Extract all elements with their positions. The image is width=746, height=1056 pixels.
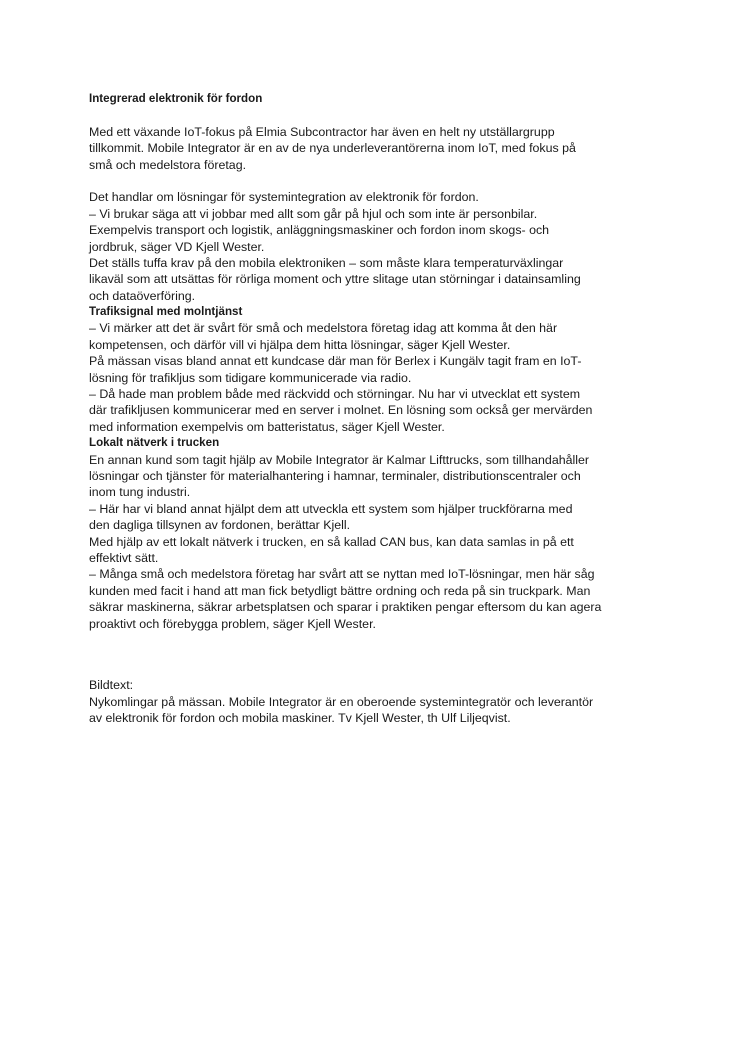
text-line: och dataöverföring. (89, 288, 196, 303)
text-line: små och medelstora företag. (89, 157, 247, 172)
text-line: proaktivt och förebygga problem, säger Kjell Wester. (89, 616, 376, 631)
text-line: effektivt sätt. (89, 550, 159, 565)
text-line: En annan kund som tagit hjälp av Mobile Integrator är Kalmar Lifttrucks, som tillhandahåller (89, 452, 590, 467)
text-line: likaväl som att utsättas för rörliga moment och yttre slitage utan störningar i datainsamling (89, 272, 581, 287)
section-1 (89, 189, 669, 304)
spacer (89, 173, 669, 189)
text-line: – Vi brukar säga att vi jobbar med allt som går på hjul och som inte är personbilar. (89, 206, 538, 221)
document-title: Integrerad elektronik för fordon (89, 92, 263, 105)
text-line: lösning för trafikljus som tidigare kommunicerade via radio. (89, 370, 412, 385)
text-line: Med ett växande IoT-fokus på Elmia Subcontractor har även en helt ny utställargrupp (89, 124, 555, 139)
text-line: Det handlar om lösningar för systemintegration av elektronik för fordon. (89, 190, 479, 205)
text-line: kunden med facit i hand att man fick betydligt bättre ordning och reda på sin truckpark. Man (89, 583, 591, 598)
text-line: tillkommit. Mobile Integrator är en av de nya underleverantörerna inom IoT, med fokus på (89, 141, 576, 156)
section-heading: Lokalt nätverk i trucken (89, 436, 220, 450)
caption-line: av elektronik för fordon och mobila maskiner. Tv Kjell Wester, th Ulf Liljeqvist. (89, 711, 511, 726)
text-line: lösningar och tjänster för materialhantering i hamnar, terminaler, distributionscentraler och (89, 468, 581, 483)
spacer (89, 632, 669, 648)
text-line: jordbruk, säger VD Kjell Wester. (89, 239, 265, 254)
text-line: kompetensen, och därför vill vi hjälpa dem hitta lösningar, säger Kjell Wester. (89, 337, 511, 352)
text-line: – Då hade man problem både med räckvidd och störningar. Nu har vi utvecklat ett system (89, 387, 581, 402)
section-heading: Trafiksignal med molntjänst (89, 305, 243, 319)
section-2 (89, 320, 669, 435)
text-line: Med hjälp av ett lokalt nätverk i trucken, en så kallad CAN bus, kan data samlas in på ett (89, 534, 574, 549)
caption-label: Bildtext: (89, 678, 134, 693)
text-line: inom tung industri. (89, 485, 191, 500)
text-line: Det ställs tuffa krav på den mobila elektroniken – som måste klara temperaturväxlingar (89, 255, 564, 270)
text-line: där trafikljusen kommunicerar med en server i molnet. En lösning som också ger mervärden (89, 403, 593, 418)
text-line: På mässan visas bland annat ett kundcase där man för Berlex i Kungälv tagit fram en IoT- (89, 354, 582, 369)
text-line: – Här har vi bland annat hjälpt dem att utveckla ett system som hjälper truckförarna med (89, 501, 573, 516)
spacer (89, 107, 669, 123)
text-line: säkrar maskinerna, säkrar arbetsplatsen och sparar i praktiken pengar eftersom du kan agera (89, 600, 602, 615)
text-line: den dagliga tillsynen av fordonen, berättar Kjell. (89, 518, 351, 533)
document-body (89, 91, 669, 726)
image-caption (89, 677, 669, 726)
text-line: Exempelvis transport och logistik, anläggningsmaskiner och fordon inom skogs- och (89, 223, 550, 238)
text-line: – Vi märker att det är svårt för små och medelstora företag idag att komma åt den här (89, 321, 558, 336)
text-line: – Många små och medelstora företag har svårt att se nyttan med IoT-lösningar, men här såg (89, 567, 595, 582)
spacer (89, 648, 669, 677)
intro-paragraph (89, 124, 669, 173)
text-line: med information exempelvis om batteristatus, säger Kjell Wester. (89, 419, 445, 434)
section-3 (89, 452, 669, 632)
caption-line: Nykomlingar på mässan. Mobile Integrator är en oberoende systemintegratör och leverantör (89, 694, 594, 709)
